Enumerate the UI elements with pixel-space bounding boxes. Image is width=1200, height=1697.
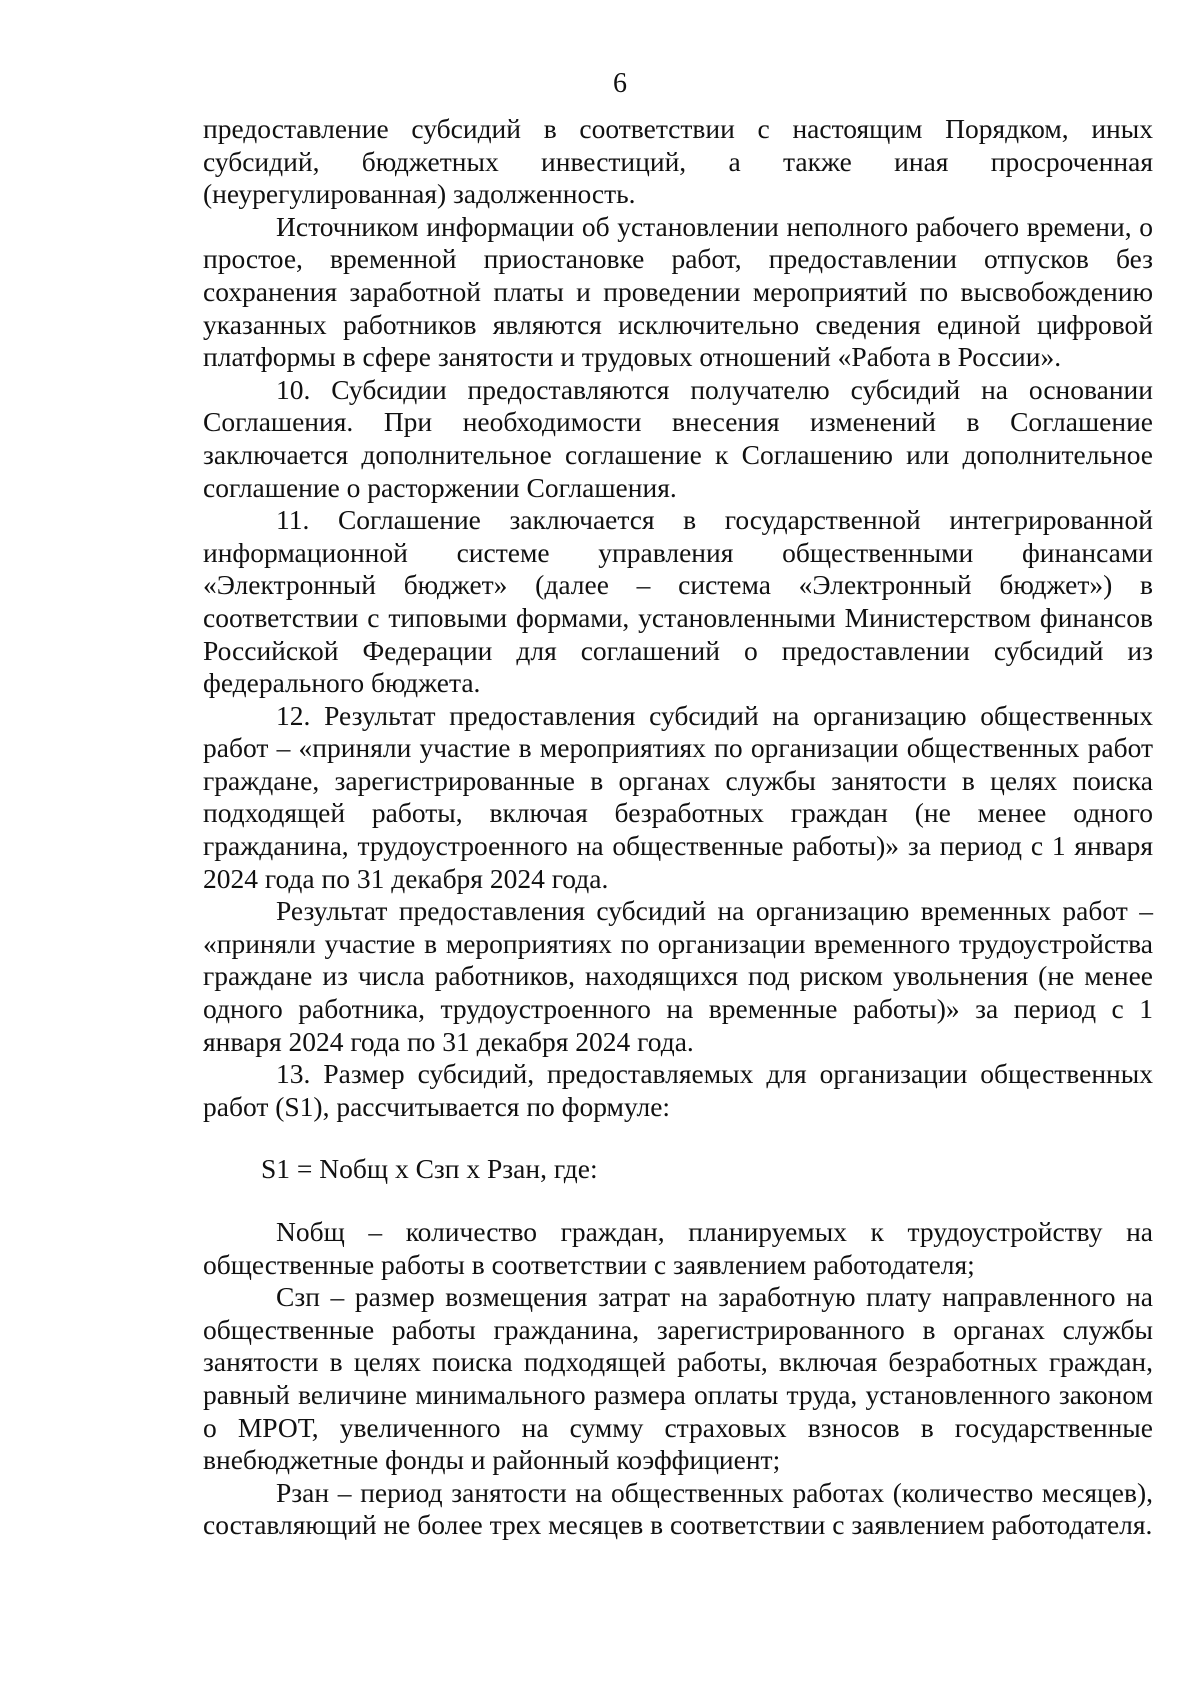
paragraph-debt-continuation: предоставление субсидий в соответствии с настоящим Порядком, иных субсидий, бюджетных инвестиций, а также иная просроченная (неурегулированная) задолженность. xyxy=(203,113,1153,210)
paragraph-10-agreement-basis: 10. Субсидии предоставляются получателю субсидий на основании Соглашения. При необходимости внесения изменений в Соглашение заключается дополнительное соглашение к Соглашению или дополнительное соглашение о расторжении Соглашения. xyxy=(203,373,1153,503)
definition-employment-period: Рзан – период занятости на общественных работах (количество месяцев), составляющий не более трех месяцев в соответствии с заявлением работодателя. xyxy=(203,1476,1153,1541)
document-body xyxy=(203,113,1153,1542)
subsidy-formula: S1 = Nобщ x Сзп x Рзан, где: xyxy=(261,1153,598,1185)
paragraph-13-subsidy-size: 13. Размер субсидий, предоставляемых для организации общественных работ (S1), рассчитывается по формуле: xyxy=(203,1058,1153,1122)
paragraph-12-result-public-works: 12. Результат предоставления субсидий на организацию общественных работ – «приняли участие в мероприятиях по организации общественных работ граждане, зарегистрированные в органах службы занятости в целях поиска подходящей работы, включая безработных граждан (не менее одного гражданина, трудоустроенного на общественные работы)» за период с 1 января 2024 года по 31 декабря 2024 года. xyxy=(203,699,1153,894)
paragraph-result-temporary-works: Результат предоставления субсидий на организацию временных работ – «приняли участие в мероприятиях по организации временного трудоустройства граждане из числа работников, находящихся под риском увольнения (не менее одного работника, трудоустроенного на временные работы)» за период с 1 января 2024 года по 31 декабря 2024 года. xyxy=(203,895,1153,1057)
paragraph-information-source: Источником информации об установлении неполного рабочего времени, о простое, временной приостановке работ, предоставлении отпусков без сохранения заработной платы и проведении мероприятий по высвобождению указанных работников являются исключительно сведения единой цифровой платформы в сфере занятости и трудовых отношений «Работа в России». xyxy=(203,210,1153,373)
page-number: 6 xyxy=(613,68,627,99)
paragraph-11-electronic-budget: 11. Соглашение заключается в государственной интегрированной информационной системе управления общественными финансами «Электронный бюджет» (далее – система «Электронный бюджет») в соответствии с типовыми формами, установленными Министерством финансов Российской Федерации для соглашений о предоставлении субсидий из федерального бюджета. xyxy=(203,504,1153,699)
definition-wage-cost: Сзп – размер возмещения затрат на заработную плату направленного на общественные работы гражданина, зарегистрированного в органах службы занятости в целях поиска подходящей работы, включая безработных граждан, равный величине минимального размера оплаты труда, установленного законом о МРОТ, увеличенного на сумму страховых взносов в государственные внебюджетные фонды и районный коэффициент; xyxy=(203,1281,1153,1476)
definition-n-total: Nобщ – количество граждан, планируемых к трудоустройству на общественные работы в соответствии с заявлением работодателя; xyxy=(203,1216,1153,1280)
